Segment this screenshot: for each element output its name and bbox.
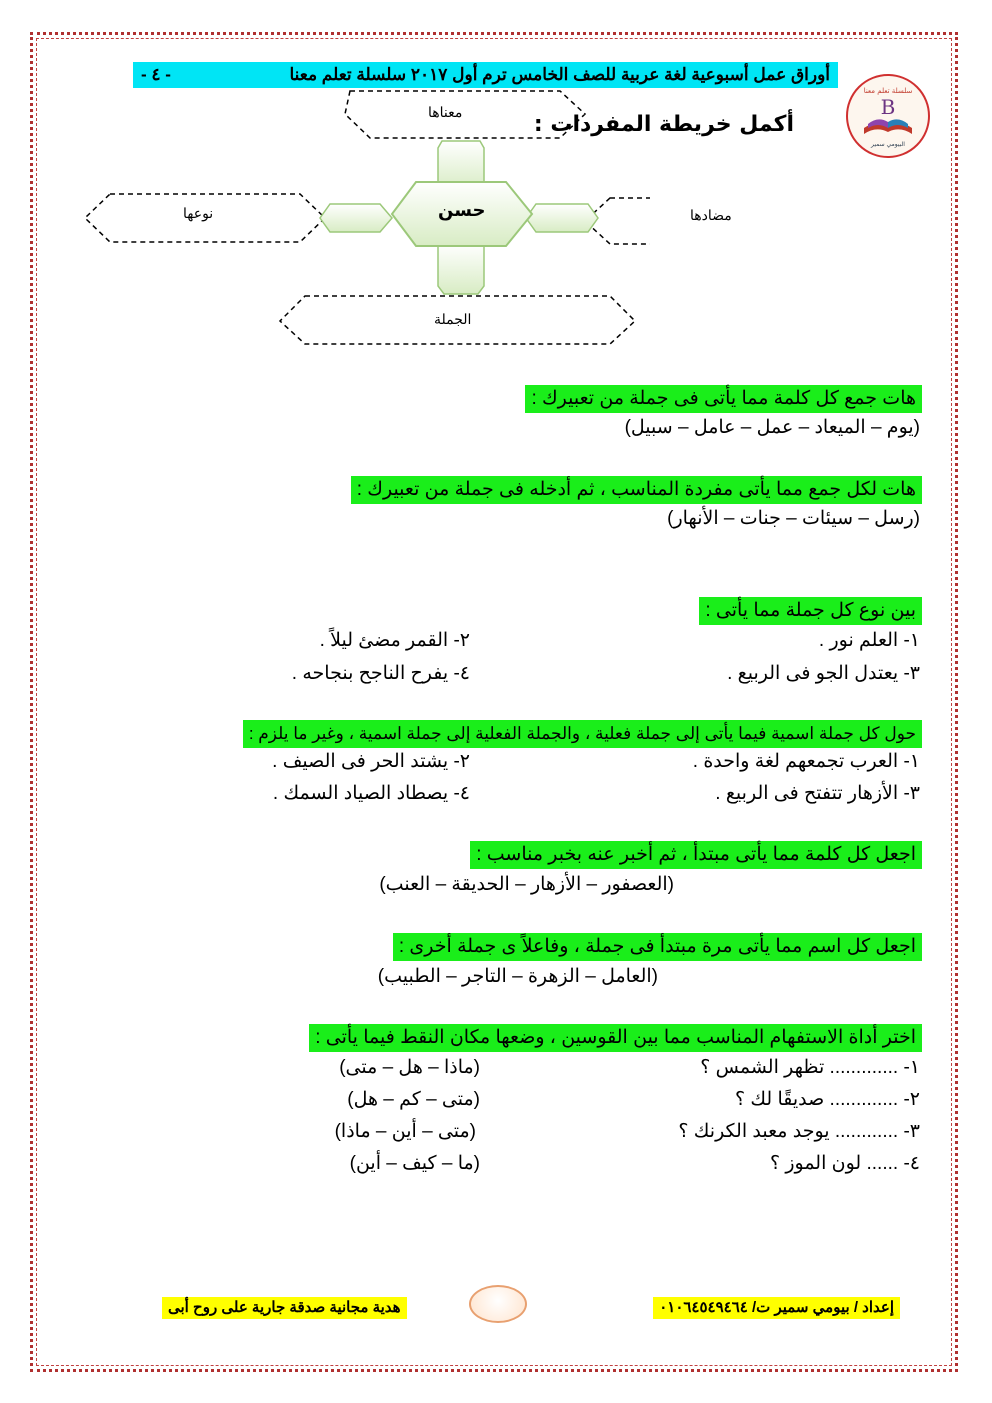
header-title: أوراق عمل أسبوعية لغة عربية للصف الخامس ترم أول ٢٠١٧ سلسلة تعلم معنا bbox=[289, 65, 830, 84]
map-label-left: نوعها bbox=[183, 205, 214, 221]
exercise-7-question-4: ٤- ...... لون الموز ؟ bbox=[769, 1153, 920, 1174]
exercise-3-instruction: بين نوع كل جملة مما يأتى : bbox=[699, 597, 922, 625]
exercise-4-instruction: حول كل جملة اسمية فيما يأتى إلى جملة فعلية ، والجملة الفعلية إلى جملة اسمية ، وغير ما يلزم : bbox=[243, 720, 922, 748]
exercise-2-words: (رسل – سيئات – جنات – الأنهار) bbox=[667, 508, 920, 529]
exercise-7-choices-4: (ما – كيف – أين) bbox=[349, 1153, 480, 1174]
arm-bottom bbox=[438, 244, 484, 294]
exercise-4-item-2: ٢- يشتد الحر فى الصيف . bbox=[272, 751, 470, 772]
exercise-7-question-3: ٣- ............ يوجد معبد الكرنك ؟ bbox=[678, 1121, 920, 1142]
exercise-2-instruction: هات لكل جمع مما يأتى مفردة المناسب ، ثم أدخله فى جملة من تعبيرك : bbox=[351, 476, 922, 504]
exercise-3-item-2: ٢- القمر مضئ ليلاً . bbox=[319, 630, 470, 651]
arm-left bbox=[320, 204, 392, 232]
exercise-7-question-1: ١- ............. تظهر الشمس ؟ bbox=[700, 1057, 920, 1078]
exercise-4-item-1: ١- العرب تجمعهم لغة واحدة . bbox=[692, 751, 920, 772]
exercise-5-words: (العصفور – الأزهار – الحديقة – العنب) bbox=[379, 874, 674, 895]
book-logo-icon bbox=[848, 76, 928, 156]
map-center-word: حسن bbox=[438, 200, 486, 221]
vocab-map-title: أكمل خريطة المفردات : bbox=[533, 112, 794, 137]
svg-text:B: B bbox=[880, 95, 896, 119]
exercise-7-choices-3: (متى – أين – ماذا) bbox=[334, 1121, 476, 1142]
arm-right bbox=[526, 204, 598, 232]
exercise-7-instruction: اختر أداة الاستفهام المناسب مما بين القوسين ، وضعها مكان النقط فيما يأتى : bbox=[309, 1024, 922, 1052]
exercise-1-words: (يوم – الميعاد – عمل – عامل – سبيل) bbox=[624, 417, 920, 438]
exercise-7-question-2: ٢- ............. صديقًا لك ؟ bbox=[735, 1089, 920, 1110]
exercise-3-item-4: ٤- يفرح الناجح بنجاحه . bbox=[291, 663, 470, 684]
vocab-map-diagram bbox=[80, 86, 650, 346]
footer-dedication: هدية مجانية صدقة جارية على روح أبى bbox=[162, 1297, 407, 1319]
logo-text-top: سلسلة تعلم معنا bbox=[863, 87, 913, 95]
exercise-4-item-3: ٣- الأزهار تتفتح فى الربيع . bbox=[715, 783, 920, 804]
exercise-6-words: (العامل – الزهرة – التاجر – الطبيب) bbox=[377, 966, 658, 987]
exercise-4-item-4: ٤- يصطاد الصياد السمك . bbox=[272, 783, 470, 804]
exercise-3-item-3: ٣- يعتدل الجو فى الربيع . bbox=[727, 663, 920, 684]
page-number: - ٤ - bbox=[141, 65, 171, 84]
map-label-top: معناها bbox=[428, 104, 463, 120]
map-label-right: مضادها bbox=[690, 207, 732, 223]
series-logo bbox=[846, 74, 930, 158]
header-bar bbox=[133, 62, 838, 88]
top-box bbox=[345, 91, 585, 138]
exercise-5-instruction: اجعل كل كلمة مما يأتى مبتدأ ، ثم أخبر عنه بخبر مناسب : bbox=[470, 841, 922, 869]
exercise-7-choices-1: (ماذا – هل – متى) bbox=[339, 1057, 480, 1078]
footer-author: إعداد / بيومي سمير ت/ ٠١٠٦٤٥٤٩٤٦٤ bbox=[653, 1297, 900, 1319]
exercise-7-choices-2: (متى – كم – هل) bbox=[347, 1089, 480, 1110]
exercise-6-instruction: اجعل كل اسم مما يأتى مرة مبتدأ فى جملة ، وفاعلاً ى جملة أخرى : bbox=[393, 933, 922, 961]
exercise-3-item-1: ١- العلم نور . bbox=[818, 630, 920, 651]
logo-text-bottom: البيومي سمير bbox=[871, 141, 905, 148]
map-label-bottom: الجملة bbox=[434, 311, 472, 327]
footer-oval-decoration bbox=[469, 1285, 527, 1323]
exercise-1-instruction: هات جمع كل كلمة مما يأتى فى جملة من تعبيرك : bbox=[525, 385, 922, 413]
